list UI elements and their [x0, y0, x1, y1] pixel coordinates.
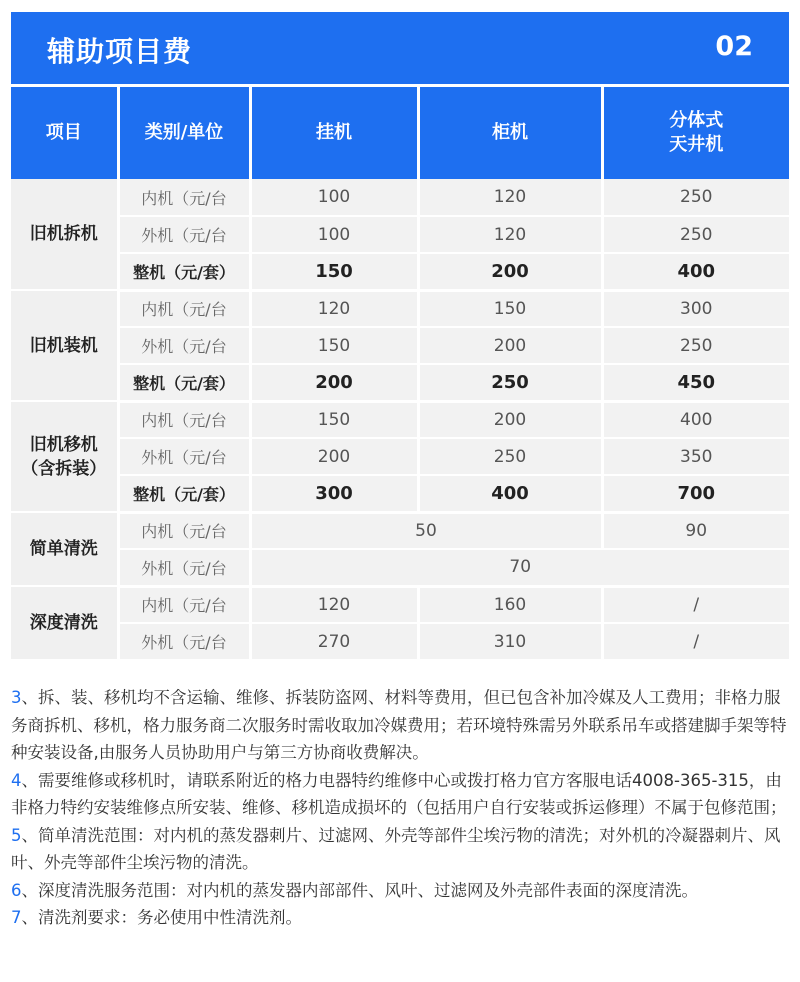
table-row — [11, 216, 789, 253]
table-row — [11, 401, 789, 438]
group-name: 旧机装机 — [11, 290, 118, 401]
price-cell: 100 — [250, 216, 418, 253]
note-item — [11, 877, 789, 905]
price-cell: 120 — [418, 179, 602, 216]
group-name: 简单清洗 — [11, 512, 118, 586]
group-name: 旧机移机 （含拆装） — [11, 401, 118, 512]
notes-section — [11, 684, 789, 932]
unit-cell: 外机（元/台 — [118, 216, 250, 253]
price-cell: 450 — [602, 364, 789, 401]
group-name: 旧机拆机 — [11, 179, 118, 290]
note-text: 、需要维修或移机时，请联系附近的格力电器特约维修中心或拨打格力官方客服电话4008-365-315，由非格力特约安装维修点所安装、维修、移机造成损坏的（包括用户自行安装或拆运修理）不属于包修范围； — [11, 770, 787, 817]
unit-cell: 外机（元/台 — [118, 327, 250, 364]
price-cell: 250 — [602, 327, 789, 364]
price-cell: 350 — [602, 438, 789, 475]
table-row — [11, 623, 789, 660]
note-item — [11, 767, 789, 822]
table-row — [11, 253, 789, 290]
header-item: 项目 — [11, 87, 118, 179]
note-number: 5 — [11, 825, 22, 845]
note-item — [11, 684, 789, 767]
unit-cell: 内机（元/台 — [118, 586, 250, 623]
section-banner — [11, 12, 789, 84]
table-row — [11, 586, 789, 623]
fee-table — [11, 87, 789, 661]
note-item — [11, 822, 789, 877]
section-number: 02 — [715, 31, 753, 62]
price-cell: 150 — [250, 401, 418, 438]
unit-cell: 外机（元/台 — [118, 623, 250, 660]
note-text: 、拆、装、移机均不含运输、维修、拆装防盗网、材料等费用，但已包含补加冷媒及人工费用；非格力服务商拆机、移机，格力服务商二次服务时需收取加冷媒费用；若环境特殊需另外联系吊车或搭建脚手架等特种安装设备,由服务人员协助用户与第三方协商收费解决。 — [11, 688, 787, 762]
price-cell: 150 — [418, 290, 602, 327]
price-cell: 300 — [602, 290, 789, 327]
unit-cell: 内机（元/台 — [118, 401, 250, 438]
price-cell: 200 — [250, 438, 418, 475]
price-cell: 700 — [602, 475, 789, 512]
price-cell: 150 — [250, 327, 418, 364]
table-row — [11, 549, 789, 586]
price-cell: 400 — [418, 475, 602, 512]
section-title: 辅助项目费 — [47, 35, 193, 68]
unit-cell: 整机（元/套） — [118, 475, 250, 512]
table-header-row — [11, 87, 789, 179]
unit-cell: 整机（元/套） — [118, 253, 250, 290]
table-row — [11, 290, 789, 327]
price-cell: 70 — [250, 549, 789, 586]
note-text: 、简单清洗范围：对内机的蒸发器刺片、过滤网、外壳等部件尘埃污物的清洗；对外机的冷凝器刺片、风叶、外壳等部件尘埃污物的清洗。 — [11, 825, 781, 872]
unit-cell: 内机（元/台 — [118, 179, 250, 216]
price-cell: / — [602, 586, 789, 623]
header-ceiling-unit: 分体式 天井机 — [602, 87, 789, 179]
price-cell: 200 — [418, 327, 602, 364]
table-row — [11, 179, 789, 216]
price-cell: 120 — [250, 586, 418, 623]
table-row — [11, 512, 789, 549]
table-row — [11, 364, 789, 401]
unit-cell: 整机（元/套） — [118, 364, 250, 401]
price-cell: 200 — [418, 401, 602, 438]
unit-cell: 内机（元/台 — [118, 512, 250, 549]
price-cell: / — [602, 623, 789, 660]
header-cabinet-unit: 柜机 — [418, 87, 602, 179]
price-cell: 250 — [418, 364, 602, 401]
note-number: 3 — [11, 688, 22, 707]
unit-cell: 外机（元/台 — [118, 438, 250, 475]
price-cell: 250 — [418, 438, 602, 475]
table-row — [11, 475, 789, 512]
note-item — [11, 904, 789, 932]
header-wall-unit: 挂机 — [250, 87, 418, 179]
note-number: 7 — [11, 908, 22, 927]
unit-cell: 外机（元/台 — [118, 549, 250, 586]
price-cell: 160 — [418, 586, 602, 623]
price-cell: 250 — [602, 179, 789, 216]
price-cell: 120 — [418, 216, 602, 253]
unit-cell: 内机（元/台 — [118, 290, 250, 327]
note-text: 、清洗剂要求：务必使用中性清洗剂。 — [21, 908, 302, 927]
group-name: 深度清洗 — [11, 586, 118, 660]
price-cell: 200 — [250, 364, 418, 401]
note-number: 4 — [11, 770, 22, 790]
note-number: 6 — [11, 880, 22, 900]
price-cell: 200 — [418, 253, 602, 290]
table-row — [11, 438, 789, 475]
price-cell: 120 — [250, 290, 418, 327]
price-cell: 250 — [602, 216, 789, 253]
price-cell: 300 — [250, 475, 418, 512]
table-row — [11, 327, 789, 364]
price-cell: 100 — [250, 179, 418, 216]
price-cell: 400 — [602, 401, 789, 438]
price-cell: 50 — [250, 512, 602, 549]
price-cell: 310 — [418, 623, 602, 660]
price-cell: 90 — [602, 512, 789, 549]
price-cell: 400 — [602, 253, 789, 290]
note-text: 、深度清洗服务范围：对内机的蒸发器内部部件、风叶、过滤网及外壳部件表面的深度清洗。 — [21, 880, 698, 900]
header-unit: 类别/单位 — [118, 87, 250, 179]
price-cell: 150 — [250, 253, 418, 290]
price-cell: 270 — [250, 623, 418, 660]
